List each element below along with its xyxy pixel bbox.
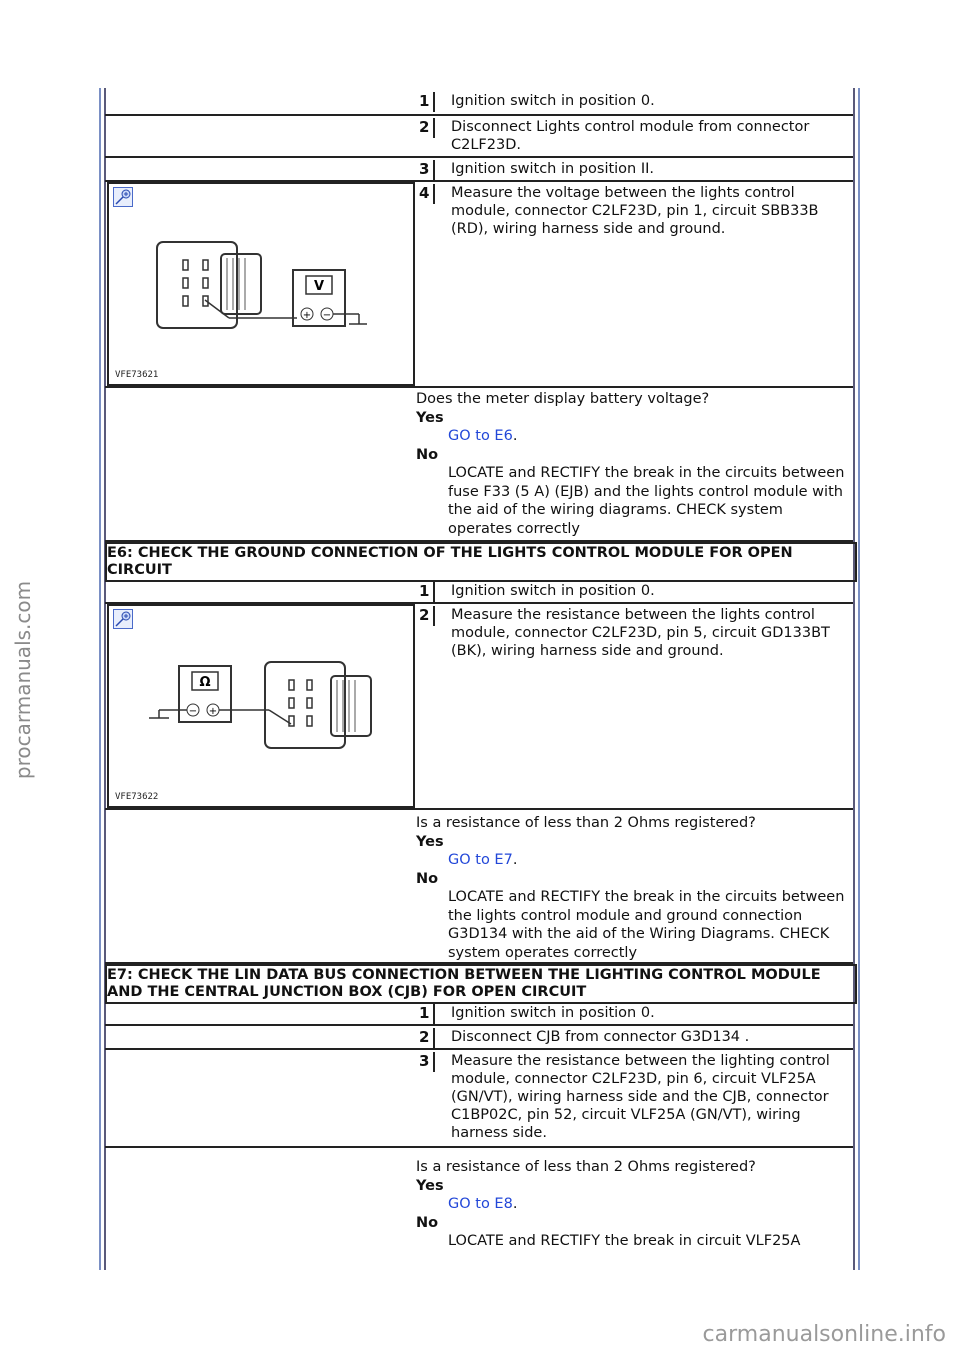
step-text: Measure the resistance between the lighting control module, connector C2LF23D, pin 6, circuit VLF25A (GN/VT), wiring harness side and the CJB, connector C1BP02C, pin 52, circuit VLF25A (GN/VT), wiring harness side.: [451, 1053, 830, 1141]
e5-step-row-4: [105, 182, 853, 388]
go-to-e7-link[interactable]: GO to E7: [448, 852, 513, 868]
e7-step-row-2: [105, 1026, 853, 1050]
e7-step-row-1: [105, 1002, 853, 1026]
page-rule-left-outer: [99, 88, 101, 1270]
step-text: Ignition switch in position 0.: [451, 1005, 655, 1021]
page-rule-right-outer: [858, 88, 860, 1270]
step-text: Ignition switch in position II.: [451, 161, 655, 177]
svg-text:−: −: [322, 310, 332, 321]
step-text: Disconnect CJB from connector G3D134 .: [451, 1029, 750, 1045]
figure-label: VFE73622: [115, 792, 159, 802]
e6-heading: E6: CHECK THE GROUND CONNECTION OF THE LIGHTS CONTROL MODULE FOR OPEN CIRCUIT: [105, 542, 857, 582]
svg-text:+: +: [208, 706, 218, 717]
go-to-e6-link[interactable]: GO to E6: [448, 428, 513, 444]
no-action-text: LOCATE and RECTIFY the break in circuit VLF25A: [448, 1233, 801, 1249]
e6-question-block: Is a resistance of less than 2 Ohms registered? Yes GO to E7. No LOCATE and RECTIFY the break in the circuits between the lights control module and ground connection G3D134 with the aid of the Wiring Diagrams. CHECK system operates correctly: [416, 814, 849, 962]
e7-heading: E7: CHECK THE LIN DATA BUS CONNECTION BETWEEN THE LIGHTING CONTROL MODULE AND THE CENTRAL JUNCTION BOX (CJB) FOR OPEN CIRCUIT: [105, 964, 857, 1004]
step-number: 3: [419, 160, 435, 180]
e7-question-row: [105, 1148, 853, 1252]
question-text: Is a resistance of less than 2 Ohms registered?: [416, 1159, 756, 1175]
bottom-watermark: carmanualsonline.info: [702, 1322, 946, 1347]
step-number: 1: [419, 92, 435, 112]
no-label: No: [416, 870, 439, 887]
question-text: Does the meter display battery voltage?: [416, 391, 710, 407]
e5-question-block: Does the meter display battery voltage? Yes GO to E6. No LOCATE and RECTIFY the break in the circuits between fuse F33 (5 A) (EJB) and the lights control module with the aid of the wiring diagrams. CHECK system operates correctly: [416, 390, 849, 538]
e5-step-row-1: [105, 90, 853, 116]
e5-figure[interactable]: [107, 182, 415, 386]
page-rule-right-inner: [853, 88, 855, 1270]
side-watermark: procarmanuals.com: [11, 580, 35, 780]
e5-question-row: [105, 388, 853, 542]
step-text: Disconnect Lights control module from connector C2LF23D.: [451, 119, 810, 153]
e6-figure[interactable]: [107, 604, 415, 808]
e6-step-row-2: [105, 604, 853, 810]
step-number: 3: [419, 1052, 435, 1072]
no-label: No: [416, 1214, 439, 1231]
e6-question-row: [105, 810, 853, 964]
no-label: No: [416, 446, 439, 463]
question-text: Is a resistance of less than 2 Ohms registered?: [416, 815, 756, 831]
e6-step-row-1: [105, 580, 853, 604]
step-text: Ignition switch in position 0.: [451, 583, 655, 599]
no-action-text: LOCATE and RECTIFY the break in the circuits between the lights control module and ground connection G3D134 with the aid of the Wiring Diagrams. CHECK system operates correctly: [448, 889, 845, 961]
meter-symbol: V: [313, 279, 325, 294]
yes-label: Yes: [416, 1177, 444, 1194]
e7-question-block: Is a resistance of less than 2 Ohms registered? Yes GO to E8. No LOCATE and RECTIFY the break in circuit VLF25A: [416, 1158, 849, 1251]
e7-step-row-3: [105, 1050, 853, 1148]
e5-step-row-2: [105, 116, 853, 158]
figure-label: VFE73621: [115, 370, 159, 380]
e5-step-row-3: [105, 158, 853, 182]
yes-label: Yes: [416, 833, 444, 850]
connector-voltage-diagram: [109, 184, 413, 384]
step-text: Measure the resistance between the lights control module, connector C2LF23D, pin 5, circuit GD133BT (BK), wiring harness side and ground.: [451, 607, 830, 659]
connector-resistance-diagram: [109, 606, 413, 806]
svg-text:+: +: [302, 310, 312, 321]
step-number: 2: [419, 606, 435, 626]
step-number: 2: [419, 1028, 435, 1048]
go-to-e8-link[interactable]: GO to E8: [448, 1196, 513, 1212]
step-number: 4: [419, 184, 435, 204]
no-action-text: LOCATE and RECTIFY the break in the circuits between fuse F33 (5 A) (EJB) and the lights control module with the aid of the wiring diagrams. CHECK system operates correctly: [448, 465, 845, 537]
step-number: 1: [419, 1004, 435, 1024]
step-text: Ignition switch in position 0.: [451, 93, 655, 109]
step-text: Measure the voltage between the lights control module, connector C2LF23D, pin 1, circuit SBB33B (RD), wiring harness side and ground.: [451, 185, 819, 237]
svg-text:−: −: [188, 706, 198, 717]
yes-label: Yes: [416, 409, 444, 426]
step-number: 1: [419, 582, 435, 602]
step-number: 2: [419, 118, 435, 138]
meter-symbol: Ω: [199, 675, 211, 690]
